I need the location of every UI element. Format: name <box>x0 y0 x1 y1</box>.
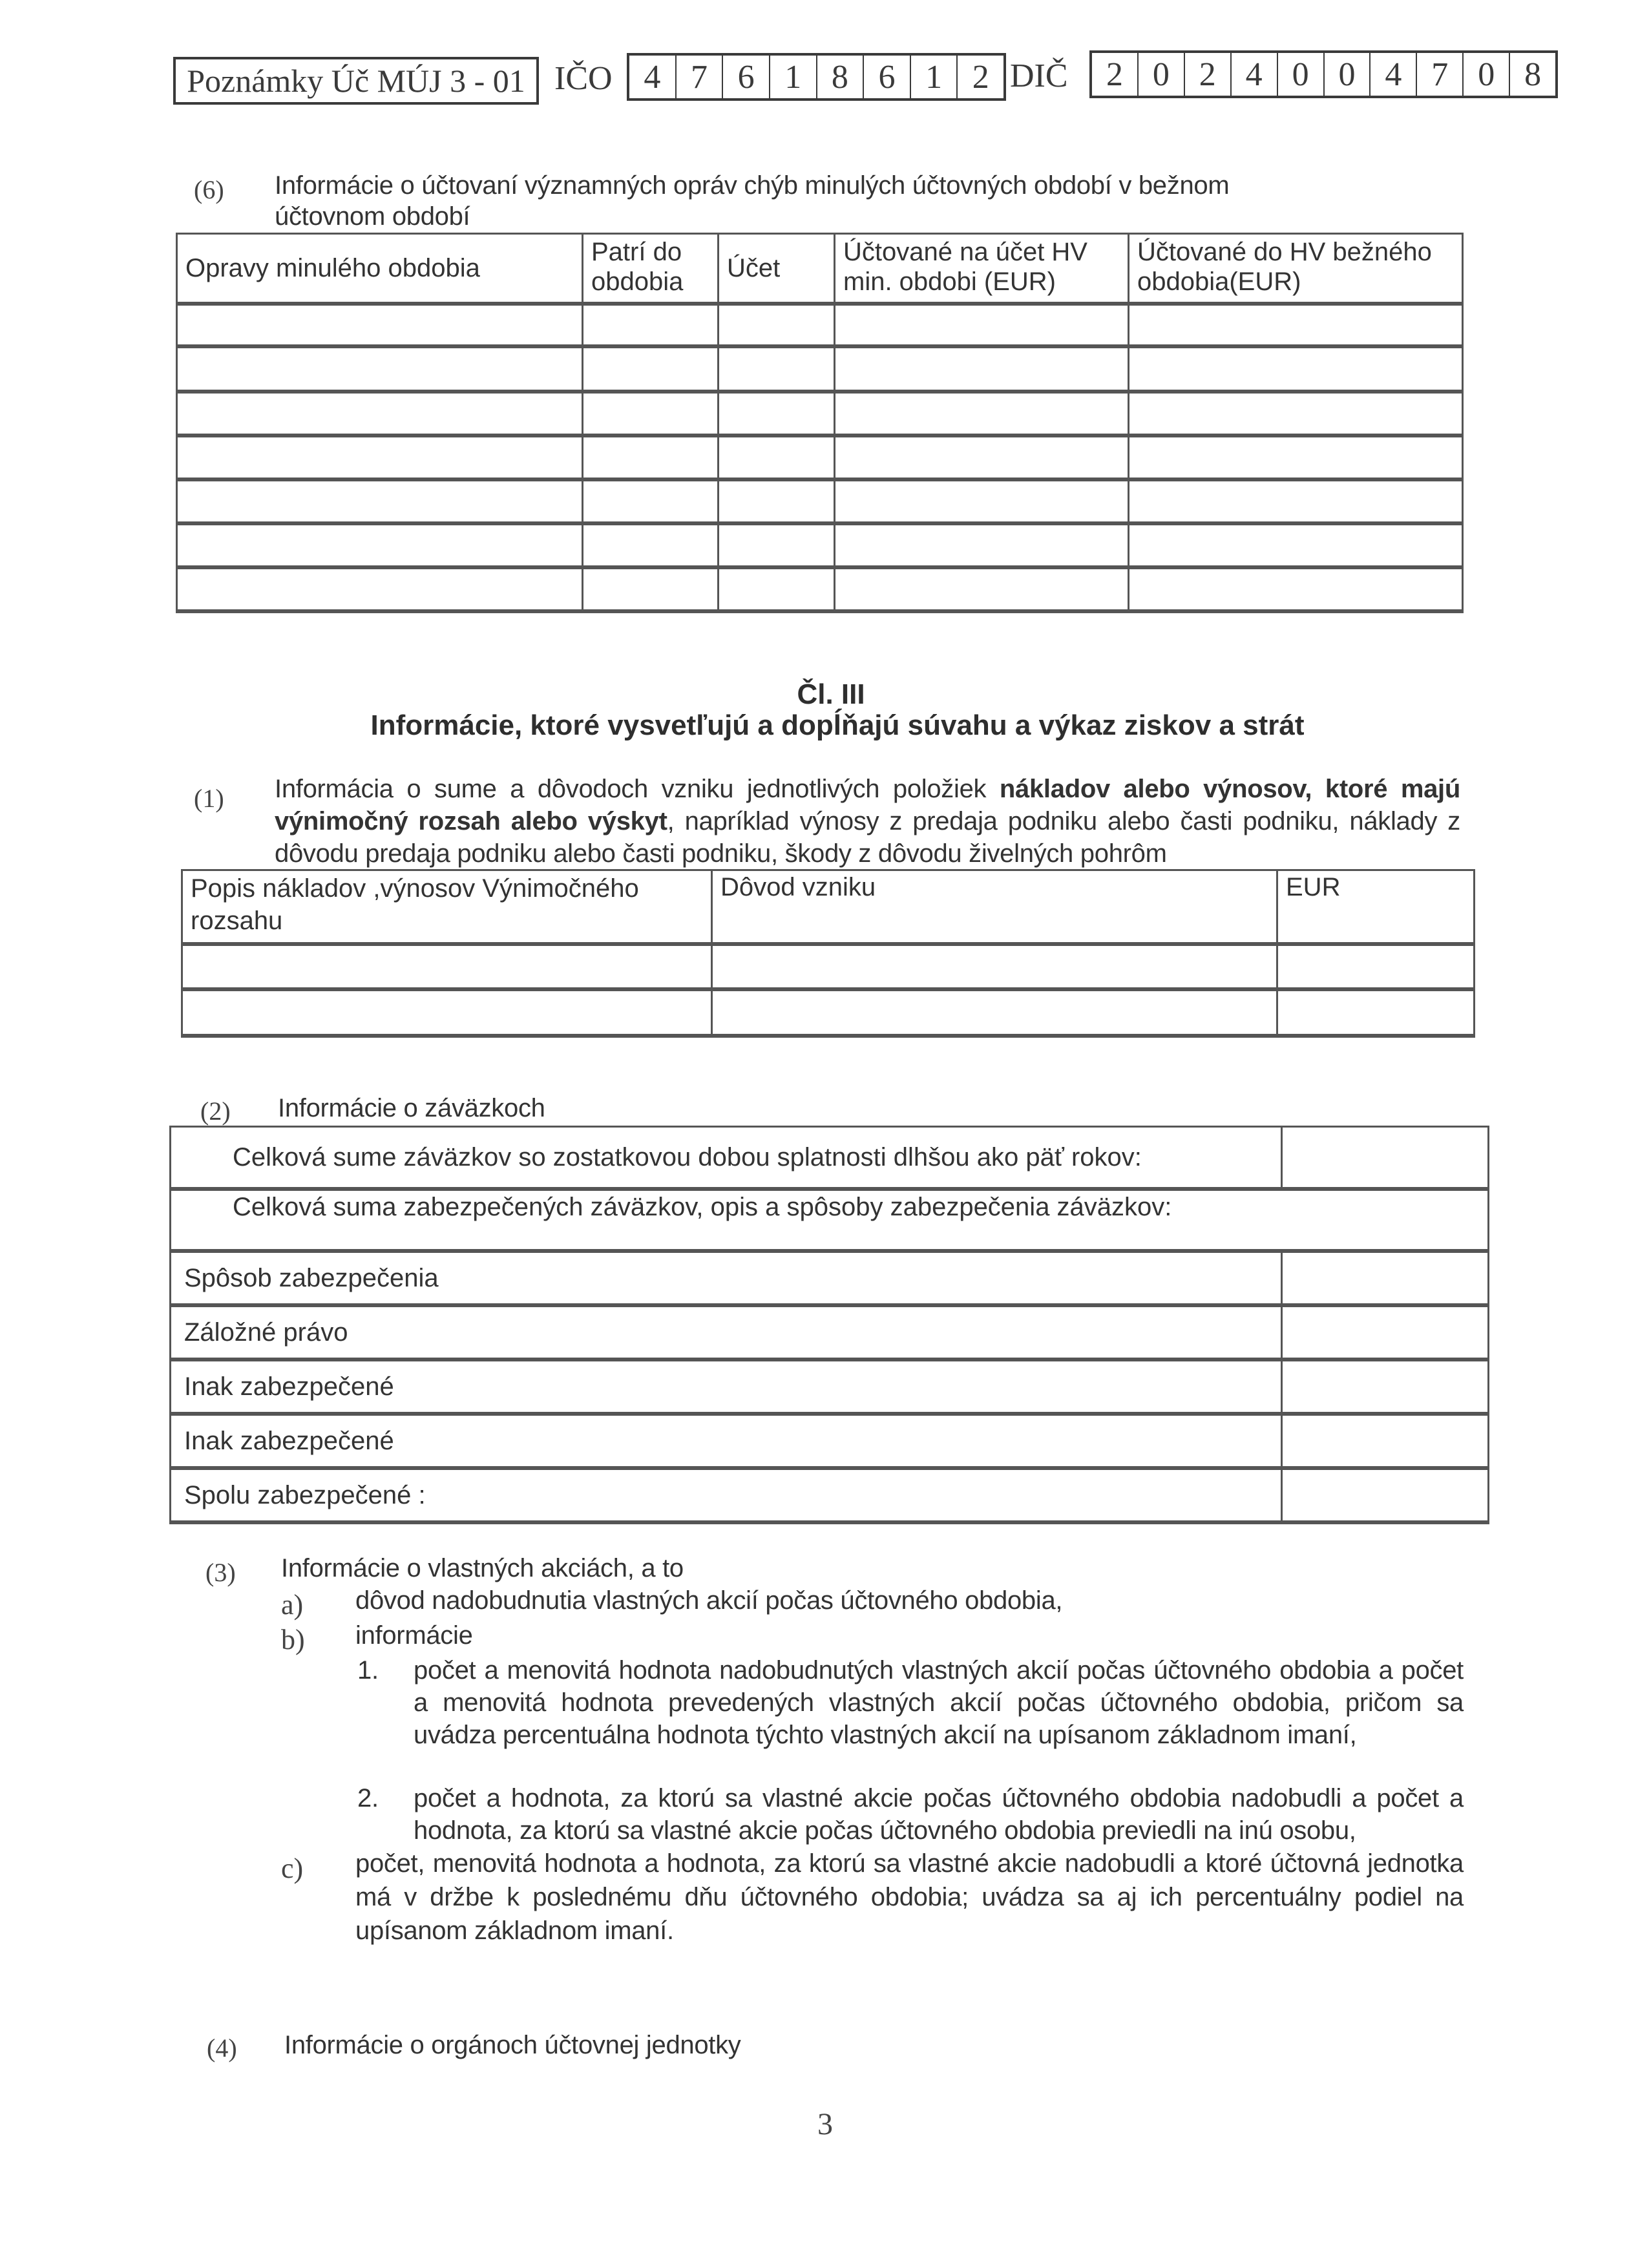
col-header-eur: EUR <box>1286 873 1341 901</box>
table-row <box>171 1189 1489 1251</box>
exceptional-items-table <box>181 869 1475 1038</box>
item-a-text: dôvod nadobudnutia vlastných akcií počas účtovného obdobia, <box>355 1586 1063 1615</box>
table-cell[interactable] <box>712 989 1277 1036</box>
col-header-reason: Dôvod vzniku <box>720 873 876 901</box>
section4-title: Informácie o orgánoch účtovnej jednotky <box>284 2031 741 2059</box>
col-header-corrections: Opravy minulého obdobia <box>185 254 480 282</box>
table-cell[interactable] <box>835 304 1129 346</box>
table-row <box>182 989 1475 1036</box>
col-header-current-hv: Účtované do HV bežného obdobia(EUR) <box>1137 238 1432 296</box>
row-value[interactable] <box>1282 1251 1489 1305</box>
form-title-box <box>173 57 539 105</box>
dic-digit: 7 <box>1417 53 1464 96</box>
table-cell[interactable] <box>719 304 835 346</box>
dic-digit: 2 <box>1185 53 1232 96</box>
item-b-marker: b) <box>281 1624 305 1655</box>
section2-number: (2) <box>200 1097 231 1126</box>
table-row <box>171 1251 1489 1305</box>
dic-digit: 0 <box>1325 53 1371 96</box>
table-cell[interactable] <box>1277 944 1475 989</box>
section3-number: (3) <box>205 1558 236 1587</box>
table-cell[interactable] <box>835 479 1129 523</box>
ico-digit: 7 <box>677 56 724 98</box>
page-number: 3 <box>817 2107 833 2141</box>
item-c-text: počet, menovitá hodnota a hodnota, za ktorú sa vlastné akcie nadobudli a ktoré účtovná jednotka má v držbe k poslednému dňu účtovného obdobia; uvádza sa aj ich percentuálny podiel na upísanom základnom imaní. <box>355 1849 1464 1945</box>
table-cell[interactable] <box>177 392 583 436</box>
table-cell[interactable] <box>1129 436 1463 479</box>
table-cell[interactable] <box>1129 479 1463 523</box>
table-row <box>177 346 1463 392</box>
ico-digit: 4 <box>629 56 677 98</box>
item-a-marker: a) <box>281 1589 304 1621</box>
row-label: Spolu zabezpečené : <box>184 1480 426 1509</box>
ico-field <box>627 53 1006 101</box>
row-value[interactable] <box>1282 1360 1489 1414</box>
exceptional-items-table-header <box>182 870 1475 945</box>
corrections-table-header <box>177 234 1463 304</box>
table-cell[interactable] <box>719 392 835 436</box>
table-cell[interactable] <box>1129 346 1463 392</box>
table-cell[interactable] <box>583 523 719 567</box>
table-cell[interactable] <box>583 392 719 436</box>
ico-digit: 8 <box>817 56 865 98</box>
row-label: Inak zabezpečené <box>184 1372 394 1401</box>
section1-number: (1) <box>194 784 224 813</box>
row-label: Inak zabezpečené <box>184 1426 394 1455</box>
item-b1-marker: 1. <box>357 1656 379 1685</box>
dic-digit: 4 <box>1371 53 1417 96</box>
ico-digit: 1 <box>911 56 958 98</box>
table-cell[interactable] <box>712 944 1277 989</box>
table-cell[interactable] <box>719 436 835 479</box>
table-cell[interactable] <box>835 523 1129 567</box>
section1-text-part2: , napríklad výnosy z predaja podniku alebo časti podniku, náklady z dôvodu predaja podniku alebo časti podniku, škody z dôvodu živelných pohrôm <box>275 807 1460 868</box>
row-value[interactable] <box>1282 1414 1489 1468</box>
col-header-account: Účet <box>727 254 781 282</box>
table-cell[interactable] <box>1129 567 1463 611</box>
table-cell[interactable] <box>1277 989 1475 1036</box>
item-b2-marker: 2. <box>357 1784 379 1812</box>
dic-digit: 2 <box>1092 53 1139 96</box>
table-row <box>171 1468 1489 1522</box>
section6-title-line1: Informácie o účtovaní významných opráv chýb minulých účtovných období v bežnom <box>275 171 1230 200</box>
article-subtitle: Informácie, ktoré vysvetľujú a dopĺňajú súvahu a výkaz ziskov a strát <box>370 709 1305 741</box>
secured-liabilities-label: Celková suma zabezpečených záväzkov, opis a spôsoby zabezpečenia záväzkov: <box>233 1192 1172 1221</box>
table-row <box>182 944 1475 989</box>
table-cell[interactable] <box>835 436 1129 479</box>
section6-number: (6) <box>194 175 224 204</box>
table-cell[interactable] <box>719 523 835 567</box>
table-row <box>177 392 1463 436</box>
article-title: Čl. III <box>797 678 865 710</box>
ico-digit: 6 <box>864 56 911 98</box>
table-row <box>177 567 1463 611</box>
table-cell[interactable] <box>1129 523 1463 567</box>
table-cell[interactable] <box>177 523 583 567</box>
row-value[interactable] <box>1282 1305 1489 1360</box>
liabilities-table <box>169 1126 1489 1524</box>
table-row <box>177 436 1463 479</box>
table-cell[interactable] <box>177 479 583 523</box>
item-b1-text: počet a menovitá hodnota nadobudnutých vlastných akcií počas účtovného obdobia a počet a menovitá hodnota prevedených vlastných akcií počas účtovného obdobia, pričom sa uvádza percentuálna hodnota týchto vlastných akcií na upísanom základnom imaní, <box>414 1656 1464 1749</box>
dic-label: DIČ <box>1010 58 1068 94</box>
table-cell[interactable] <box>182 944 712 989</box>
long-term-liabilities-value[interactable] <box>1282 1127 1489 1189</box>
section1-text <box>275 773 1460 870</box>
table-cell[interactable] <box>182 989 712 1036</box>
dic-digit: 0 <box>1464 53 1510 96</box>
long-term-liabilities-label: Celková sume záväzkov so zostatkovou dobou splatnosti dlhšou ako päť rokov: <box>233 1142 1142 1171</box>
table-row <box>171 1305 1489 1360</box>
corrections-table <box>176 233 1464 613</box>
section6-title-line2: účtovnom období <box>275 202 470 231</box>
table-cell[interactable] <box>177 304 583 346</box>
table-cell[interactable] <box>1129 304 1463 346</box>
table-row <box>177 304 1463 346</box>
table-cell[interactable] <box>835 392 1129 436</box>
table-cell[interactable] <box>719 346 835 392</box>
col-header-prior-hv: Účtované na účet HV min. obdobi (EUR) <box>843 238 1087 296</box>
table-cell[interactable] <box>835 567 1129 611</box>
table-row <box>171 1360 1489 1414</box>
table-cell[interactable] <box>835 346 1129 392</box>
table-row <box>177 479 1463 523</box>
table-cell[interactable] <box>1129 392 1463 436</box>
section3-title: Informácie o vlastných akciách, a to <box>281 1554 684 1582</box>
row-value[interactable] <box>1282 1468 1489 1522</box>
ico-digit: 6 <box>723 56 770 98</box>
col-header-period: Patrí do obdobia <box>591 238 684 296</box>
section1-text-part1: Informácia o sume a dôvodoch vzniku jednotlivých položiek <box>275 775 1000 803</box>
table-cell[interactable] <box>583 479 719 523</box>
table-row <box>177 523 1463 567</box>
dic-digit: 8 <box>1524 56 1542 93</box>
table-cell[interactable] <box>177 567 583 611</box>
dic-digit: 4 <box>1232 53 1278 96</box>
dic-field <box>1089 50 1558 98</box>
table-cell[interactable] <box>583 346 719 392</box>
row-label: Spôsob zabezpečenia <box>184 1263 439 1292</box>
item-c-marker: c) <box>281 1853 304 1884</box>
section2-title: Informácie o záväzkoch <box>278 1094 545 1122</box>
ico-label: IČO <box>554 60 613 97</box>
table-cell[interactable] <box>719 479 835 523</box>
table-cell[interactable] <box>583 436 719 479</box>
item-b2-text: počet a hodnota, za ktorú sa vlastné akcie počas účtovného obdobia nadobudli a počet a hodnota, za ktorú sa vlastné akcie počas účtovného obdobia previedli na inú osobu, <box>414 1784 1464 1845</box>
section1-text-bold: nákladov alebo výnosov, ktoré majú výnimočný rozsah alebo výskyt <box>275 775 1460 835</box>
dic-digit: 0 <box>1139 53 1185 96</box>
table-row <box>171 1127 1489 1189</box>
table-row <box>171 1414 1489 1468</box>
table-cell[interactable] <box>177 346 583 392</box>
section4-number: (4) <box>207 2033 237 2063</box>
ico-digit: 2 <box>972 58 989 96</box>
item-b-text: informácie <box>355 1621 473 1650</box>
table-cell[interactable] <box>583 304 719 346</box>
form-title: Poznámky Úč MÚJ 3 - 01 <box>187 63 525 99</box>
table-cell[interactable] <box>177 436 583 479</box>
dic-digit: 0 <box>1278 53 1325 96</box>
table-cell[interactable] <box>583 567 719 611</box>
table-cell[interactable] <box>719 567 835 611</box>
row-label: Záložné právo <box>184 1318 348 1347</box>
ico-digit: 1 <box>770 56 817 98</box>
col-header-description: Popis nákladov ,výnosov Výnimočného rozsahu <box>191 874 639 935</box>
